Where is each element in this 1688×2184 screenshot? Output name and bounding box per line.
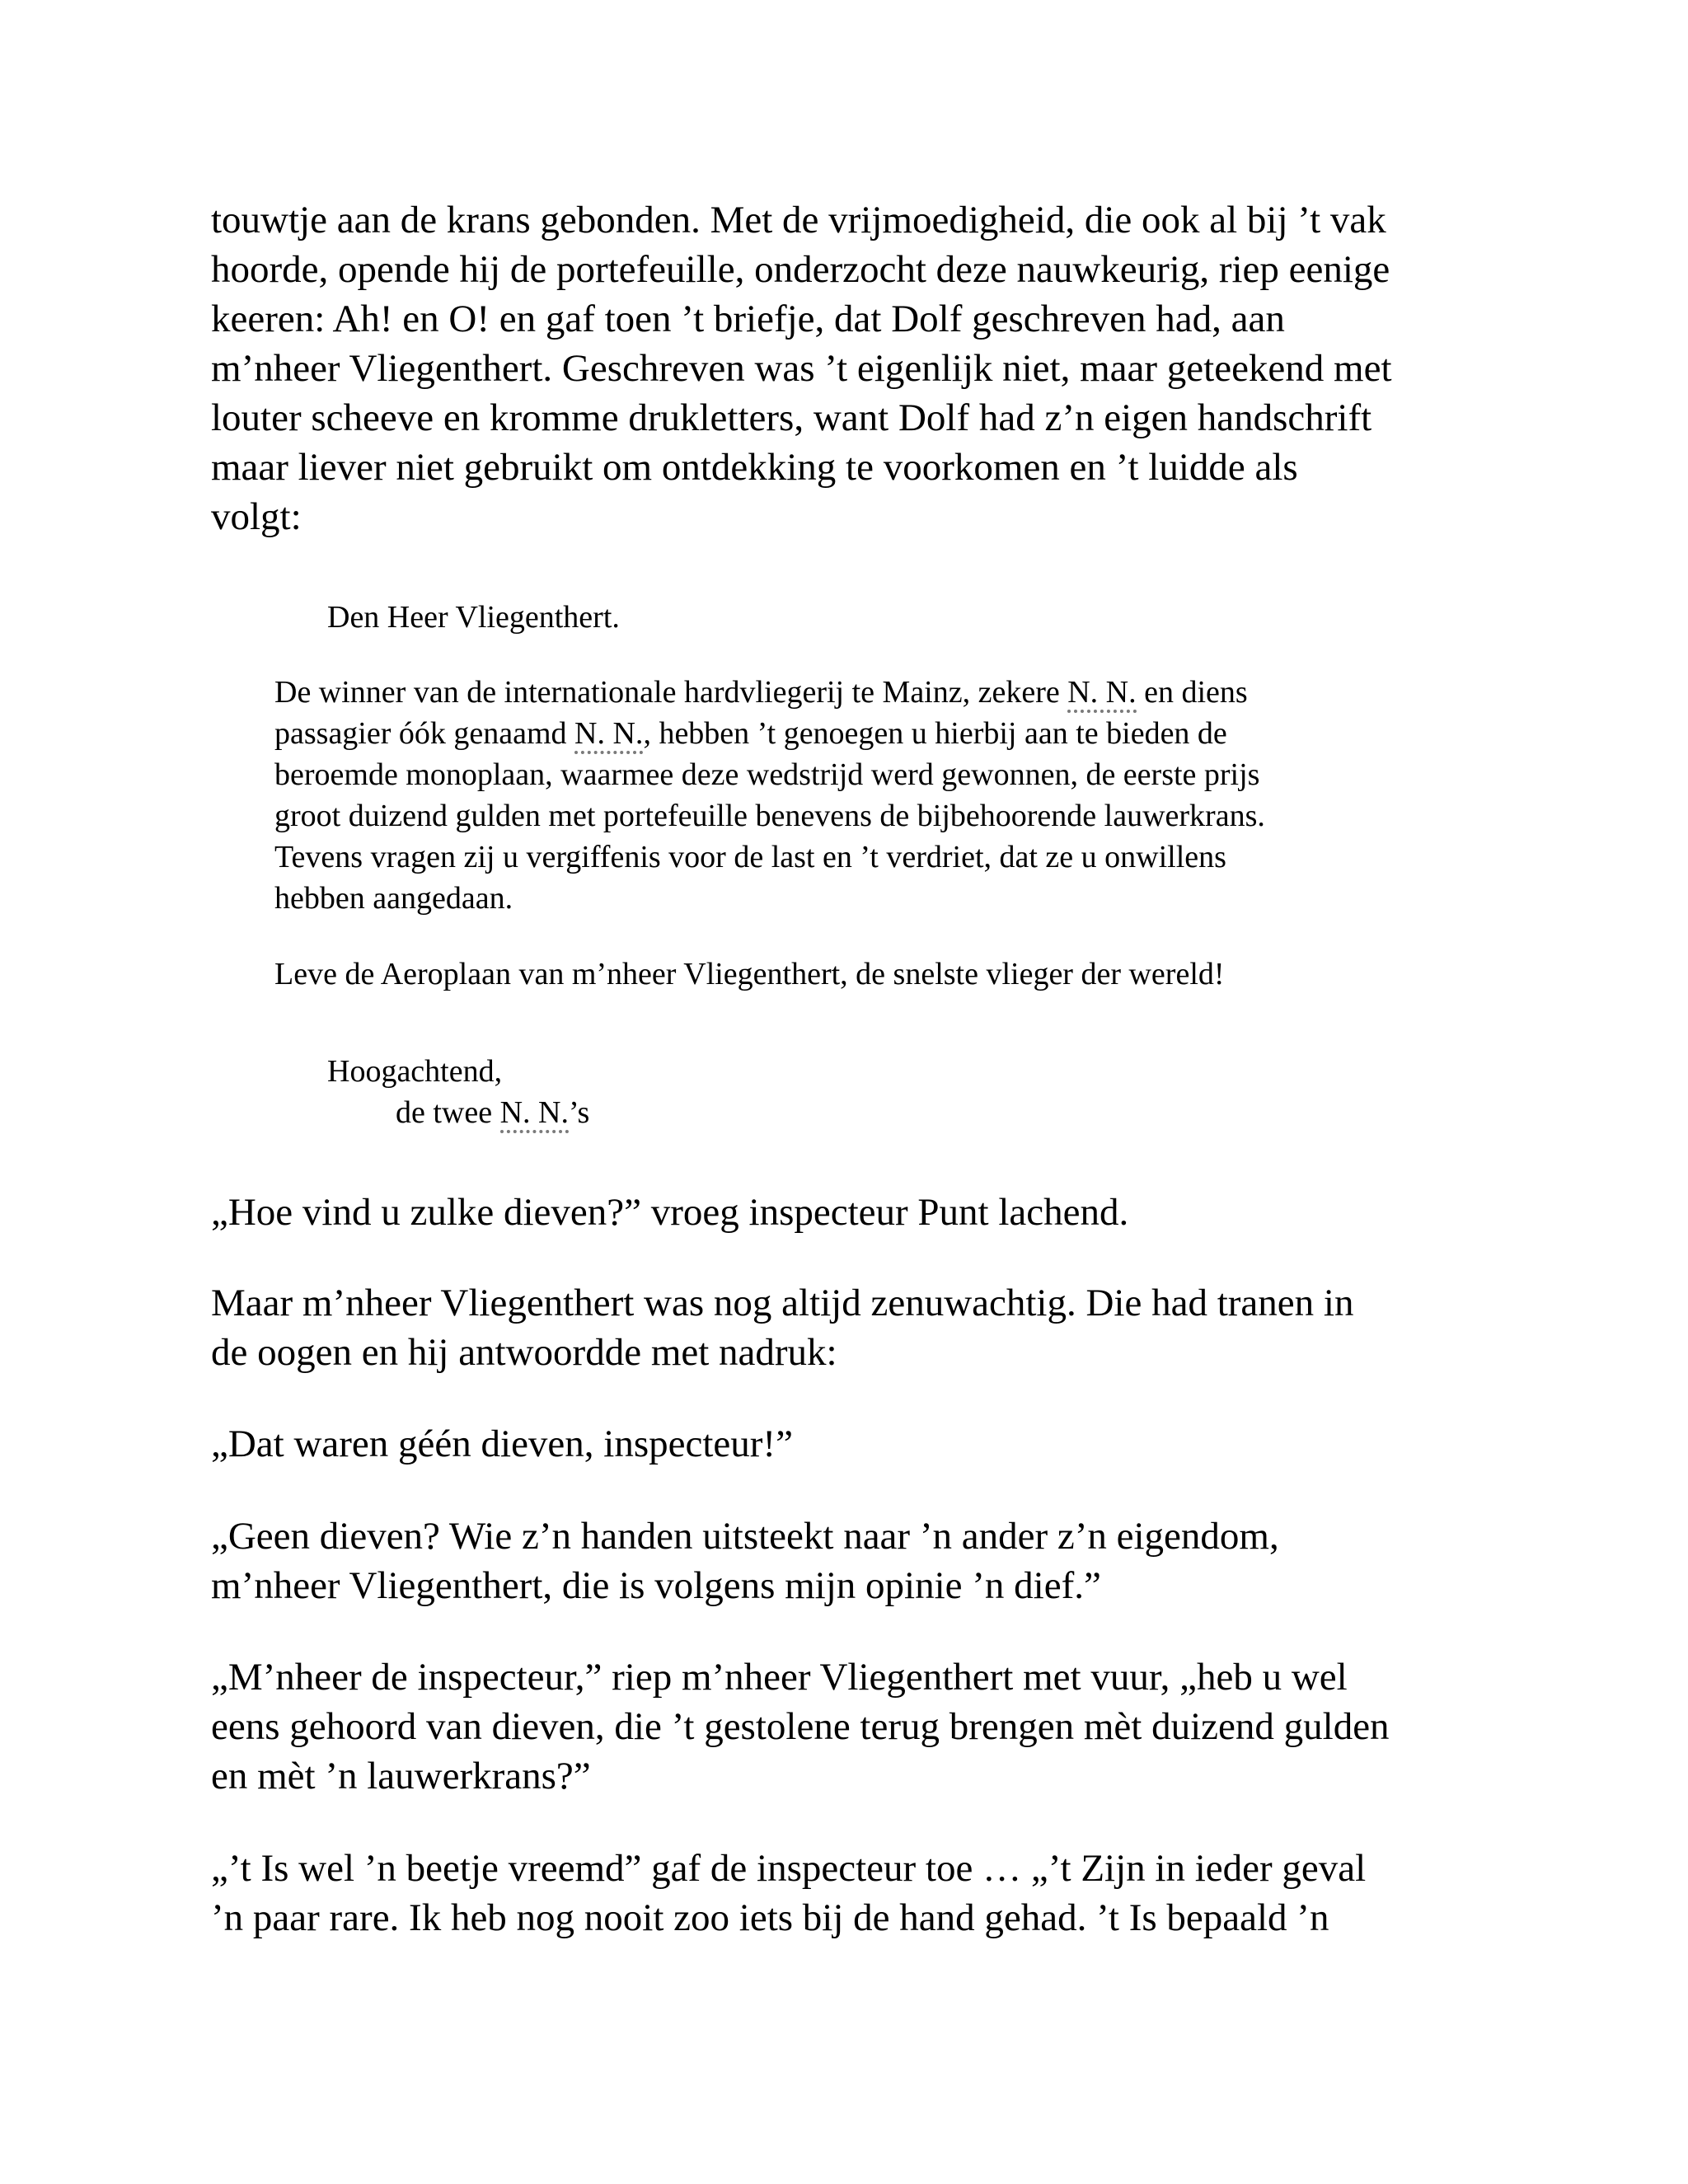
- text-line: touwtje aan de krans gebonden. Met de vrijmoedigheid, die ook al bij ’t vak: [211, 199, 1386, 241]
- letter-text: , hebben ’t genoegen u hierbij aan te bieden de: [643, 716, 1227, 751]
- text-line: m’nheer Vliegenthert. Geschreven was ’t eigenlijk niet, maar geteekend met: [211, 347, 1392, 390]
- letter-line: beroemde monoplaan, waarmee deze wedstrijd werd gewonnen, de eerste prijs: [274, 757, 1260, 792]
- abbreviation-nn: N. N.: [500, 1095, 569, 1133]
- letter-cheer: Leve de Aeroplaan van m’nheer Vliegenthert, de snelste vlieger der wereld!: [274, 957, 1225, 991]
- dialogue-paragraph: „Dat waren géén dieven, inspecteur!”: [211, 1422, 793, 1465]
- text-line: maar liever niet gebruikt om ontdekking te voorkomen en ’t luidde als: [211, 446, 1298, 489]
- letter-text: ’s: [569, 1095, 590, 1130]
- letter-line: [274, 713, 1227, 754]
- letter-line: groot duizend gulden met portefeuille benevens de bijbehoorende lauwerkrans.: [274, 799, 1265, 833]
- letter-text: passagier óók genaamd: [274, 716, 575, 751]
- text-line: en mèt ’n lauwerkrans?”: [211, 1755, 591, 1797]
- text-line: volgt:: [211, 495, 302, 538]
- letter-text: de twee: [396, 1095, 500, 1130]
- abbreviation-nn: N. N.: [574, 716, 643, 754]
- letter-text: De winner van de internationale hardvliegerij te Mainz, zekere: [274, 675, 1068, 710]
- abbreviation-nn: N. N.: [1067, 675, 1136, 713]
- text-line: „M’nheer de inspecteur,” riep m’nheer Vliegenthert met vuur, „heb u wel: [211, 1656, 1348, 1699]
- text-line: m’nheer Vliegenthert, die is volgens mijn opinie ’n dief.”: [211, 1564, 1101, 1607]
- text-line: louter scheeve en kromme drukletters, want Dolf had z’n eigen handschrift: [211, 396, 1372, 439]
- text-line: „’t Is wel ’n beetje vreemd” gaf de inspecteur toe … „’t Zijn in ieder geval: [211, 1847, 1367, 1890]
- text-line: de oogen en hij antwoordde met nadruk:: [211, 1331, 837, 1374]
- text-line: ’n paar rare. Ik heb nog nooit zoo iets bij de hand gehad. ’t Is bepaald ’n: [211, 1896, 1329, 1939]
- letter-closing: Hoogachtend,: [327, 1054, 503, 1089]
- letter-text: en diens: [1136, 675, 1248, 710]
- text-line: eens gehoord van dieven, die ’t gestolene terug brengen mèt duizend gulden: [211, 1705, 1390, 1748]
- letter-line: Tevens vragen zij u vergiffenis voor de last en ’t verdriet, dat ze u onwillens: [274, 840, 1226, 874]
- text-line: keeren: Ah! en O! en gaf toen ’t briefje, dat Dolf geschreven had, aan: [211, 298, 1285, 340]
- letter-salutation: Den Heer Vliegenthert.: [327, 600, 620, 635]
- letter-line: hebben aangedaan.: [274, 881, 513, 916]
- text-line: hoorde, opende hij de portefeuille, onderzocht deze nauwkeurig, riep eenige: [211, 248, 1390, 291]
- dialogue-paragraph: „Hoe vind u zulke dieven?” vroeg inspecteur Punt lachend.: [211, 1191, 1129, 1234]
- text-line: Maar m’nheer Vliegenthert was nog altijd zenuwachtig. Die had tranen in: [211, 1282, 1354, 1324]
- letter-signature: [396, 1092, 589, 1133]
- text-line: „Geen dieven? Wie z’n handen uitsteekt naar ’n ander z’n eigendom,: [211, 1515, 1279, 1558]
- letter-line: [274, 672, 1248, 713]
